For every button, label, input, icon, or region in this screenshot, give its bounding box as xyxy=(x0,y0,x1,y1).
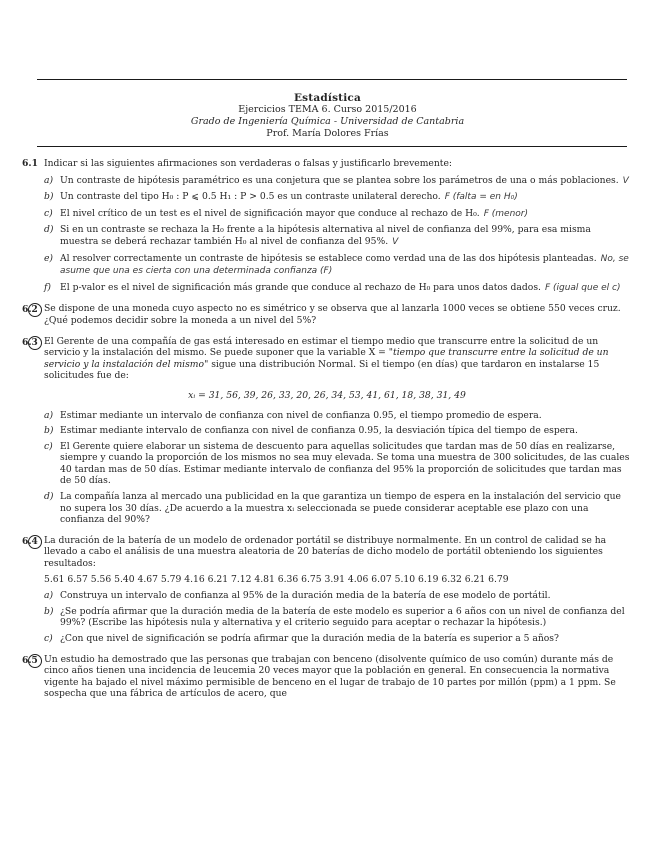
exercise-subtitle: Ejercicios TEMA 6. Curso 2015/2016 xyxy=(238,104,417,115)
item-label: b) xyxy=(44,425,54,437)
handwritten-note: F (falta = en H₀) xyxy=(444,192,518,203)
circled-number: 4 xyxy=(28,535,42,549)
item-text: ¿Con que nivel de significación se podría afirmar que la duración media de la batería es superior a 5 años? xyxy=(60,633,559,644)
list-item xyxy=(44,410,632,422)
item-label: c) xyxy=(44,207,53,219)
handwritten-note: F (igual que el c) xyxy=(544,282,621,293)
item-label: c) xyxy=(44,440,53,452)
list-item xyxy=(44,208,632,221)
item-label: b) xyxy=(44,605,54,617)
item-text: El p-valor es el nivel de significación más grande que conduce al rechazo de H₀ para unos datos dados. xyxy=(60,281,541,293)
circled-number: 3 xyxy=(28,336,42,350)
degree-line: Grado de Ingeniería Química - Universidad de Cantabria xyxy=(190,116,465,127)
item-text: Un contraste del tipo H₀ : P ⩽ 0.5 H₁ : P > 0.5 es un contraste unilateral derecho. xyxy=(60,191,441,203)
item-label: a) xyxy=(44,590,54,602)
item-text: La compañía lanza al mercado una publicidad en la que garantiza un tiempo de espera en la instalación del servicio que no supera los 30 días. ¿De acuerdo a la muestra xᵢ seleccionada se puede considerar aceptable ese plazo con una confianza del 90%? xyxy=(60,491,621,526)
question-text: Un estudio ha demostrado que las personas que trabajan con benceno (disolvente químico de uso común) durante más de cinco años tienen una incidencia de leucemia 20 veces mayor que la población en general. En consecuencia la normativa vigente ha bajado el nivel máximo permisible de benceno en el lugar de trabajo de 10 partes por millón (ppm) a 1 ppm. Se sospecha que una fábrica de artículos de acero, que xyxy=(44,653,616,700)
item-label: f) xyxy=(44,281,51,293)
sample-formula: xᵢ = 31, 56, 39, 26, 33, 20, 26, 34, 53, 41, 61, 18, 38, 31, 49 xyxy=(188,389,466,401)
question-number: 6.3 xyxy=(22,336,44,382)
list-item xyxy=(44,633,632,645)
item-text: Estimar mediante un intervalo de confianza con nivel de confianza 0.95, el tiempo promedio de espera. xyxy=(60,409,542,421)
text-part: El Gerente de una compañía de gas está interesado en estimar el tiempo medio que transcurre entre la solicitud de un servicio y la instalación del mismo. Se puede suponer que la variable X = " xyxy=(44,335,599,359)
list-item xyxy=(44,282,632,295)
list-item xyxy=(44,590,632,602)
battery-data: 5.61 6.57 5.56 5.40 4.67 5.79 4.16 6.21 7.12 4.81 6.36 6.75 3.91 4.06 6.07 5.10 6.19 6.32 6.21 6.79 xyxy=(44,573,509,585)
item-text: Un contraste de hipótesis paramétrico es una conjetura que se plantea sobre los parámetros de una o más poblaciones. xyxy=(60,174,619,186)
course-title: Estadística xyxy=(293,92,362,104)
item-label: b) xyxy=(44,191,54,203)
item-label: c) xyxy=(44,633,53,644)
list-item xyxy=(44,175,632,188)
item-text: ¿Se podría afirmar que la duración media de la batería de este modelo es superior a 6 años con un nivel de confianza del 99%? (Escribe las hipótesis nula y alternativa y el criterio seguido para aceptar o rechazar la hipótesis.) xyxy=(60,605,625,629)
question-number: 6.5 xyxy=(22,654,44,700)
item-text: Si en un contraste se rechaza la H₀ frente a la hipótesis alternativa al nivel de confianza del 99%, para esa misma muestra se deberá rechazar también H₀ al nivel de confianza del 95%. xyxy=(60,224,591,247)
list-item xyxy=(44,441,632,487)
item-label: d) xyxy=(44,491,54,503)
handwritten-note: F (menor) xyxy=(483,208,529,219)
item-list xyxy=(44,590,632,644)
document-header xyxy=(0,92,655,140)
list-item xyxy=(44,425,632,437)
question-6-5 xyxy=(22,654,632,700)
top-rule xyxy=(37,79,627,80)
variable-definition: tiempo que transcurre entre la solicitud de un servicio y la instalación del mismo xyxy=(44,347,609,370)
item-label: a) xyxy=(44,174,54,186)
text-part: " sigue una distribución Normal. Si el tiempo (en días) que tardaron en instalarse 15 solicitudes fue de: xyxy=(44,358,600,382)
list-item xyxy=(44,606,632,629)
item-text: El Gerente quiere elaborar un sistema de descuento para aquellas solicitudes que tardan mas de 50 días en realizarse, siempre y cuando la proporción de los mismos no sea muy elevada. Se toma una muestra de 300 solicitudes, de las cuales 40 tardan mas de 50 días. Estimar mediante intervalo de confianza del 95% la proporción de solicitudes que tardan mas de 50 días. xyxy=(60,440,630,487)
question-number: 6.1 xyxy=(22,158,38,169)
bottom-rule xyxy=(37,146,627,147)
question-6-1 xyxy=(22,158,632,294)
exercise-body xyxy=(22,158,632,709)
question-number: 6.4 xyxy=(22,535,44,570)
list-item xyxy=(44,191,632,204)
item-text: Estimar mediante intervalo de confianza con nivel de confianza 0.95, la desviación típica del tiempo de espera. xyxy=(60,425,578,437)
question-text: Se dispone de una moneda cuyo aspecto no es simétrico y se observa que al lanzarla 1000 veces se obtiene 550 veces cruz. ¿Qué podemos decidir sobre la moneda a un nivel del 5%? xyxy=(44,303,621,326)
item-text: Construya un intervalo de confianza al 95% de la duración media de la batería de ese modelo de portátil. xyxy=(60,590,551,602)
question-6-2 xyxy=(22,303,632,326)
question-text xyxy=(44,336,632,382)
question-6-4 xyxy=(22,535,632,645)
item-text: El nivel crítico de un test es el nivel de significación mayor que conduce al rechazo de H₀. xyxy=(60,207,480,219)
professor-line: Prof. María Dolores Frías xyxy=(266,128,389,139)
handwritten-note: No, se asume que una es cierta con una determinada confianza (F) xyxy=(60,253,629,277)
question-6-3 xyxy=(22,336,632,526)
item-list xyxy=(44,175,632,295)
circled-number: 2 xyxy=(28,303,42,317)
item-label: a) xyxy=(44,409,54,421)
list-item xyxy=(44,224,632,248)
handwritten-note: V xyxy=(622,175,629,186)
item-text: Al resolver correctamente un contraste de hipótesis se establece como verdad una de las dos hipótesis planteadas. xyxy=(60,252,597,264)
list-item xyxy=(44,253,632,278)
question-text: Indicar si las siguientes afirmaciones son verdaderas o falsas y justificarlo brevemente: xyxy=(44,158,452,169)
item-list xyxy=(44,410,632,526)
question-text: La duración de la batería de un modelo de ordenador portátil se distribuye normalmente. En un control de calidad se ha llevado a cabo el análisis de una muestra aleatoria de 20 baterías de dicho modelo de portátil obteniendo los siguientes resultados: xyxy=(44,534,607,570)
question-number: 6.2 xyxy=(22,303,44,326)
circled-number: 5 xyxy=(28,654,42,668)
item-label: d) xyxy=(44,224,54,236)
handwritten-note: V xyxy=(392,236,399,247)
item-label: e) xyxy=(44,252,54,264)
list-item xyxy=(44,491,632,526)
